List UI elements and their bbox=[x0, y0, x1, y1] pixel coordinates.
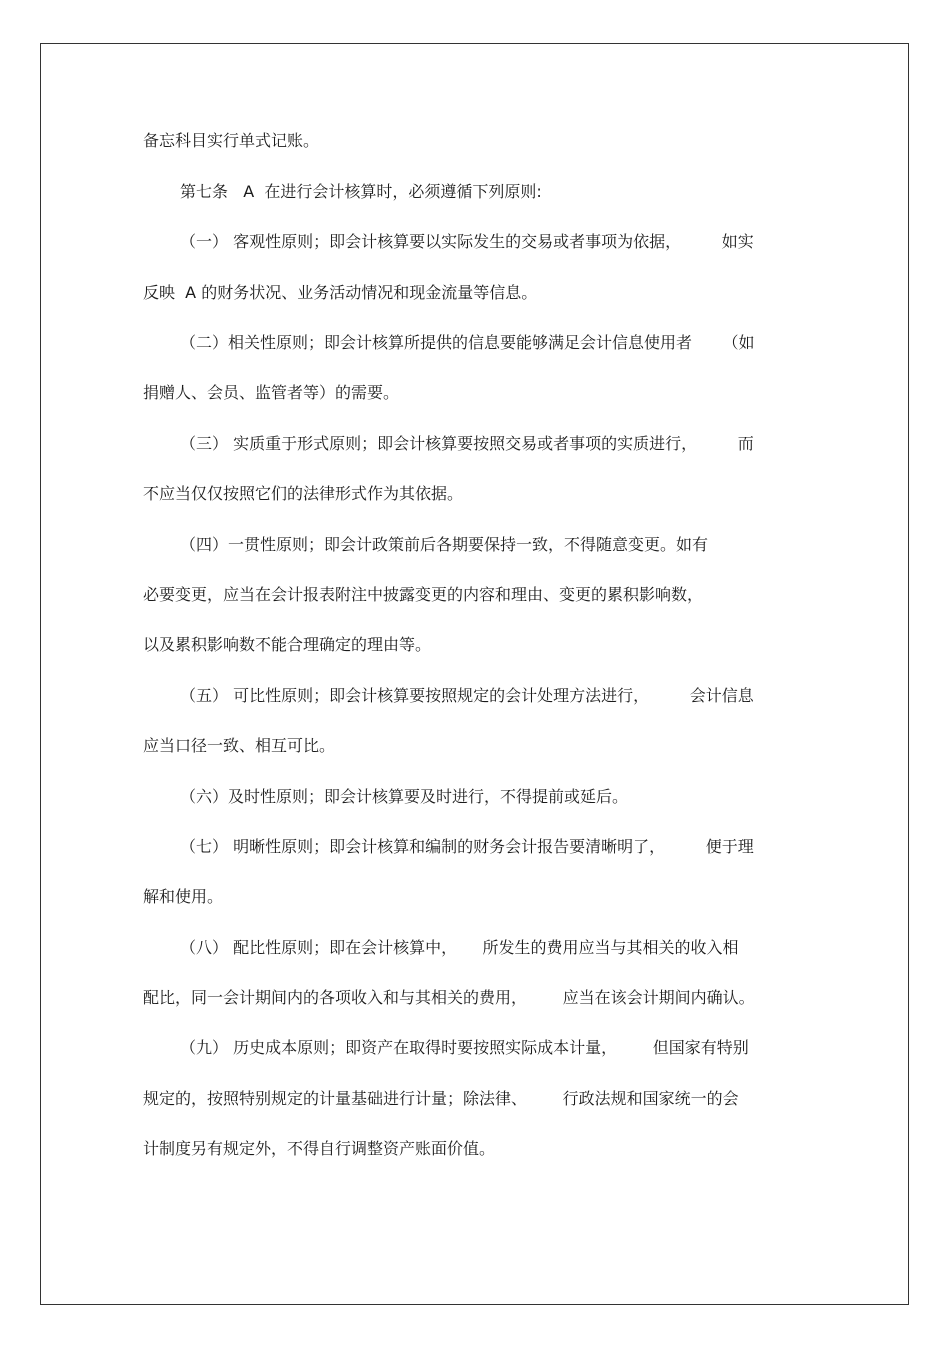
principle-7-line-1: （七） 明晰性原则；即会计核算和编制的财务会计报告要清晰明了， 便于理 bbox=[180, 837, 754, 856]
principle-9-line-1: （九） 历史成本原则；即资产在取得时要按照实际成本计量， 但国家有特别 bbox=[180, 1038, 749, 1057]
principle-3-line-2: 不应当仅仅按照它们的法律形式作为其依据。 bbox=[143, 484, 464, 503]
principle-9-line-2: 规定的，按照特别规定的计量基础进行计量；除法律、 行政法规和国家统一的会 bbox=[143, 1089, 739, 1108]
article-7-heading: 第七条 A 在进行会计核算时，必须遵循下列原则: bbox=[180, 182, 542, 201]
principle-5-line-1: （五） 可比性原则；即会计核算要按照规定的会计处理方法进行， 会计信息 bbox=[180, 686, 754, 705]
principle-2-line-1: （二）相关性原则；即会计核算所提供的信息要能够满足会计信息使用者 （如 bbox=[180, 333, 755, 352]
principle-6-line-1: （六）及时性原则；即会计核算要及时进行，不得提前或延后。 bbox=[180, 787, 629, 806]
principle-4-line-2: 必要变更，应当在会计报表附注中披露变更的内容和理由、变更的累积影响数， bbox=[143, 585, 704, 604]
principle-2-line-2: 捐赠人、会员、监管者等）的需要。 bbox=[143, 383, 400, 402]
principle-5-line-2: 应当口径一致、相互可比。 bbox=[143, 736, 336, 755]
principle-3-line-1: （三） 实质重于形式原则；即会计核算要按照交易或者事项的实质进行， 而 bbox=[180, 434, 754, 453]
principle-8-line-1: （八） 配比性原则；即在会计核算中， 所发生的费用应当与其相关的收入相 bbox=[180, 938, 739, 957]
principle-9-line-3: 计制度另有规定外，不得自行调整资产账面价值。 bbox=[143, 1139, 496, 1158]
principle-4-line-1: （四）一贯性原则；即会计政策前后各期要保持一致，不得随意变更。如有 bbox=[180, 535, 709, 554]
principle-8-line-2: 配比，同一会计期间内的各项收入和与其相关的费用， 应当在该会计期间内确认。 bbox=[143, 988, 755, 1007]
text-line-1: 备忘科目实行单式记账。 bbox=[143, 131, 320, 150]
principle-1-line-1: （一） 客观性原则；即会计核算要以实际发生的交易或者事项为依据， 如实 bbox=[180, 232, 754, 251]
principle-4-line-3: 以及累积影响数不能合理确定的理由等。 bbox=[143, 635, 432, 654]
principle-1-line-2: 反映 A 的财务状况、业务活动情况和现金流量等信息。 bbox=[143, 283, 538, 302]
principle-7-line-2: 解和使用。 bbox=[143, 887, 224, 906]
